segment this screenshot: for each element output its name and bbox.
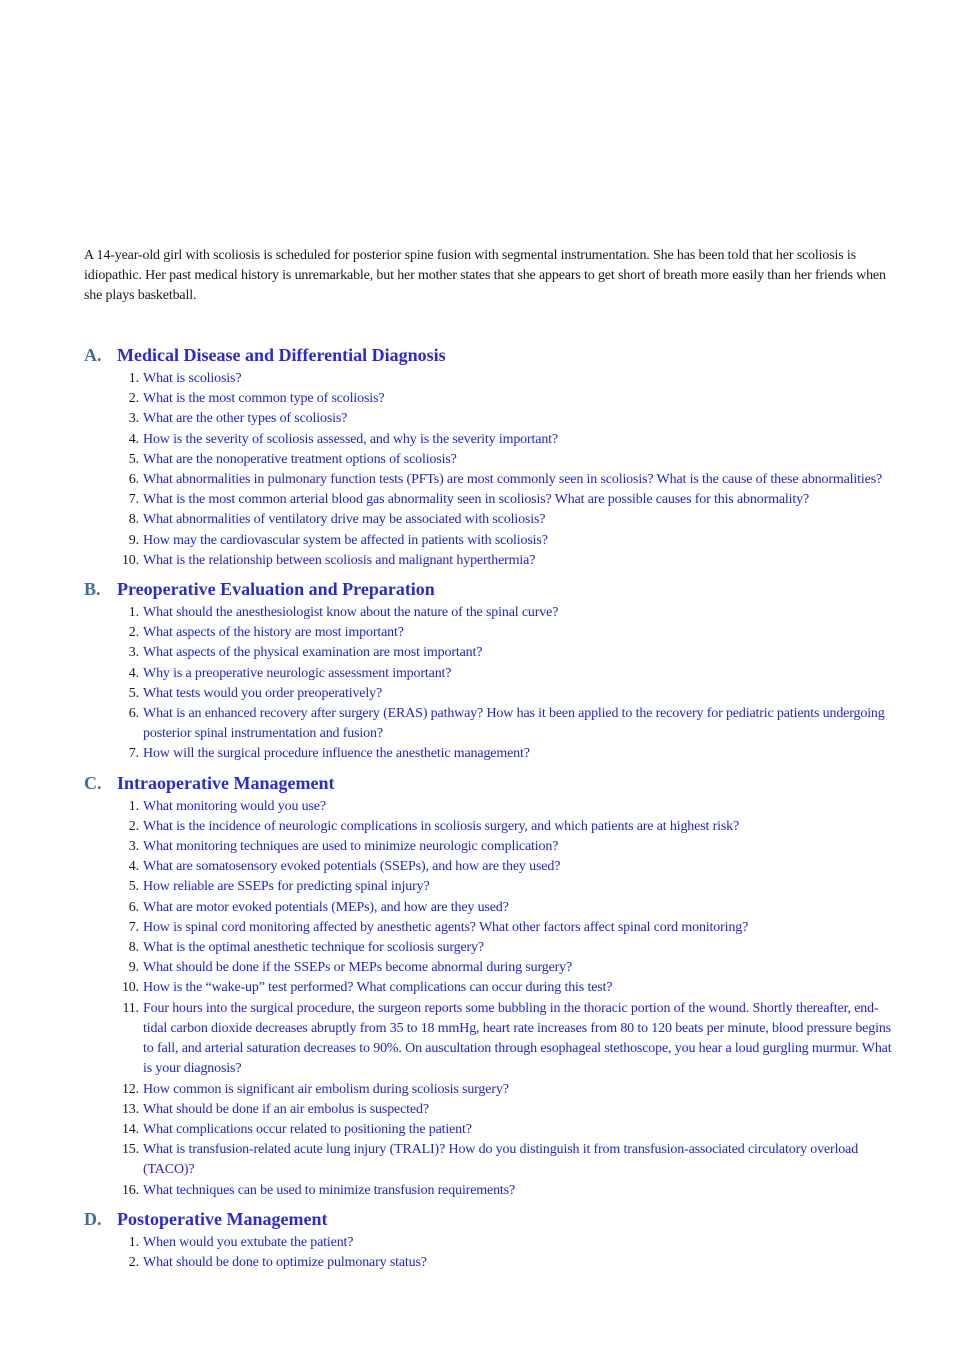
question-number: 2.	[128, 625, 139, 641]
question-number: 6.	[128, 472, 139, 488]
question-number: 2.	[128, 391, 139, 407]
question-link[interactable]: How is the “wake-up” test performed? What complications can occur during this test?	[143, 980, 613, 996]
question-link[interactable]: What abnormalities in pulmonary function tests (PFTs) are most commonly seen in scoliosis? What is the cause of these abnormalities?	[143, 472, 883, 488]
question-number: 9.	[128, 532, 139, 548]
question-link[interactable]: What is the most common type of scoliosis?	[143, 391, 385, 407]
section-preoperative	[84, 578, 896, 765]
question-number: 10.	[121, 552, 139, 568]
question-link[interactable]: What is the relationship between scoliosis and malignant hyperthermia?	[143, 552, 536, 568]
question-link[interactable]: What are the other types of scoliosis?	[143, 411, 348, 427]
question-number: 14.	[121, 1121, 139, 1137]
question-number: 9.	[128, 960, 139, 976]
question-link[interactable]: When would you extubate the patient?	[143, 1234, 354, 1250]
question-link[interactable]: What is transfusion-related acute lung injury (TRALI)? How do you distinguish it from transfusion-associated circulatory overload (TACO)?	[143, 1142, 859, 1178]
question-link[interactable]: How common is significant air embolism during scoliosis surgery?	[143, 1081, 509, 1097]
question-link[interactable]: What techniques can be used to minimize transfusion requirements?	[143, 1182, 516, 1198]
question-link[interactable]: What tests would you order preoperatively?	[143, 685, 383, 701]
question-item	[84, 603, 896, 623]
question-number: 5.	[128, 451, 139, 467]
question-item	[84, 837, 896, 857]
question-list	[84, 369, 896, 571]
question-number: 2.	[128, 818, 139, 834]
question-link[interactable]: How may the cardiovascular system be affected in patients with scoliosis?	[143, 532, 548, 548]
question-link[interactable]: What are somatosensory evoked potentials (SSEPs), and how are they used?	[143, 859, 561, 875]
question-link[interactable]: What are motor evoked potentials (MEPs), and how are they used?	[143, 899, 509, 915]
section-heading	[84, 578, 896, 600]
question-number: 3.	[128, 645, 139, 661]
question-number: 1.	[128, 1234, 139, 1250]
section-letter: A.	[84, 345, 102, 365]
question-number: 4.	[128, 431, 139, 447]
question-item	[84, 430, 896, 450]
question-item	[84, 490, 896, 510]
question-link[interactable]: What aspects of the history are most important?	[143, 625, 404, 641]
question-link[interactable]: What monitoring would you use?	[143, 798, 326, 814]
question-item	[84, 938, 896, 958]
section-medical-disease	[84, 344, 896, 571]
question-number: 1.	[128, 371, 139, 386]
question-item	[84, 684, 896, 704]
question-item	[84, 1181, 896, 1201]
question-link[interactable]: What should the anesthesiologist know about the nature of the spinal curve?	[143, 605, 559, 621]
question-item	[84, 898, 896, 918]
question-number: 5.	[128, 879, 139, 895]
question-item	[84, 389, 896, 409]
question-item	[84, 1253, 896, 1273]
question-link[interactable]: What aspects of the physical examination are most important?	[143, 645, 483, 661]
section-title: Preoperative Evaluation and Preparation	[117, 579, 435, 600]
question-number: 7.	[128, 746, 139, 762]
question-link[interactable]: What should be done if an air embolus is suspected?	[143, 1101, 429, 1117]
question-item	[84, 1140, 896, 1180]
question-sections	[84, 344, 896, 1280]
question-number: 13.	[121, 1101, 139, 1117]
section-letter: D.	[84, 1208, 102, 1229]
question-link[interactable]: What abnormalities of ventilatory drive may be associated with scoliosis?	[143, 512, 546, 528]
question-link[interactable]: How will the surgical procedure influence the anesthetic management?	[143, 746, 530, 762]
case-intro: A 14-year-old girl with scoliosis is scheduled for posterior spine fusion with segmental instrumentation. She has been told that her scoliosis is idiopathic. Her past medical history is unremarkable, but her mother states that she appears to get short of breath more easily than her friends when she plays basketball.	[84, 248, 886, 303]
question-link[interactable]: How is the severity of scoliosis assessed, and why is the severity important?	[143, 431, 558, 447]
question-link[interactable]: Why is a preoperative neurologic assessment important?	[143, 665, 452, 681]
section-heading	[84, 1208, 896, 1230]
question-item	[84, 857, 896, 877]
question-item	[84, 797, 896, 817]
question-item	[84, 409, 896, 429]
question-item	[84, 664, 896, 684]
section-title: Postoperative Management	[117, 1208, 328, 1229]
question-number: 8.	[128, 512, 139, 528]
question-item	[84, 1100, 896, 1120]
question-link[interactable]: What monitoring techniques are used to minimize neurologic complication?	[143, 839, 559, 855]
question-number: 5.	[128, 685, 139, 701]
question-item	[84, 1080, 896, 1100]
question-number: 15.	[121, 1142, 139, 1158]
question-link[interactable]: What complications occur related to positioning the patient?	[143, 1121, 472, 1137]
question-item	[84, 1120, 896, 1140]
question-item	[84, 918, 896, 938]
question-link[interactable]: What is scoliosis?	[143, 371, 242, 386]
question-item	[84, 623, 896, 643]
section-heading	[84, 344, 896, 366]
question-link[interactable]: What is the incidence of neurologic complications in scoliosis surgery, and which patients are at highest risk?	[143, 818, 740, 834]
question-link[interactable]: What is an enhanced recovery after surgery (ERAS) pathway? How has it been applied to the recovery for pediatric patients undergoing posterior spinal instrumentation and fusion?	[143, 706, 885, 742]
question-item	[84, 470, 896, 490]
question-number: 1.	[128, 798, 139, 814]
question-number: 10.	[121, 980, 139, 996]
question-item	[84, 1233, 896, 1253]
question-link[interactable]: What is the optimal anesthetic technique for scoliosis surgery?	[143, 940, 484, 956]
question-item	[84, 958, 896, 978]
question-item	[84, 877, 896, 897]
question-item	[84, 817, 896, 837]
question-item	[84, 978, 896, 998]
question-item	[84, 369, 896, 389]
question-number: 7.	[128, 492, 139, 508]
question-item	[84, 704, 896, 744]
question-number: 6.	[128, 706, 139, 722]
question-number: 4.	[128, 665, 139, 681]
question-link[interactable]: What are the nonoperative treatment options of scoliosis?	[143, 451, 457, 467]
question-item	[84, 643, 896, 663]
section-intraoperative	[84, 772, 896, 1201]
section-letter: C.	[84, 772, 102, 793]
question-number: 12.	[121, 1081, 139, 1097]
question-number: 3.	[128, 839, 139, 855]
question-number: 2.	[128, 1254, 139, 1270]
question-item	[84, 744, 896, 764]
section-postoperative	[84, 1208, 896, 1273]
question-number: 1.	[128, 605, 139, 621]
question-link[interactable]: What should be done if the SSEPs or MEPs become abnormal during surgery?	[143, 960, 573, 976]
question-number: 3.	[128, 411, 139, 427]
question-number: 16.	[121, 1182, 139, 1198]
question-link[interactable]: How is spinal cord monitoring affected by anesthetic agents? What other factors affect spinal cord monitoring?	[143, 919, 749, 935]
question-item	[84, 999, 896, 1080]
question-number: 11.	[122, 1000, 139, 1016]
section-letter: B.	[84, 579, 101, 600]
question-number: 8.	[128, 940, 139, 956]
question-link[interactable]: What is the most common arterial blood gas abnormality seen in scoliosis? What are possible causes for this abnormality?	[143, 492, 810, 508]
question-item	[84, 450, 896, 470]
section-title: Intraoperative Management	[117, 772, 335, 793]
question-number: 4.	[128, 859, 139, 875]
section-title: Medical Disease and Differential Diagnosis	[117, 345, 446, 365]
question-link[interactable]: Four hours into the surgical procedure, the surgeon reports some bubbling in the thoracic portion of the wound. Shortly thereafter, end-tidal carbon dioxide decreases abruptly from 35 to 18 mmHg, heart rate increases from 80 to 120 beats per minute, blood pressure begins to fall, and arterial saturation decreases to 90%. On auscultation through esophageal stethoscope, you hear a loud gurgling murmur. What is your diagnosis?	[143, 1000, 892, 1077]
question-link[interactable]: How reliable are SSEPs for predicting spinal injury?	[143, 879, 430, 895]
question-link[interactable]: What should be done to optimize pulmonary status?	[143, 1254, 427, 1270]
question-number: 6.	[128, 899, 139, 915]
question-item	[84, 551, 896, 571]
question-list	[84, 603, 896, 765]
question-number: 7.	[128, 919, 139, 935]
question-item	[84, 531, 896, 551]
question-item	[84, 510, 896, 530]
question-list	[84, 797, 896, 1201]
section-heading	[84, 772, 896, 794]
question-list	[84, 1233, 896, 1273]
